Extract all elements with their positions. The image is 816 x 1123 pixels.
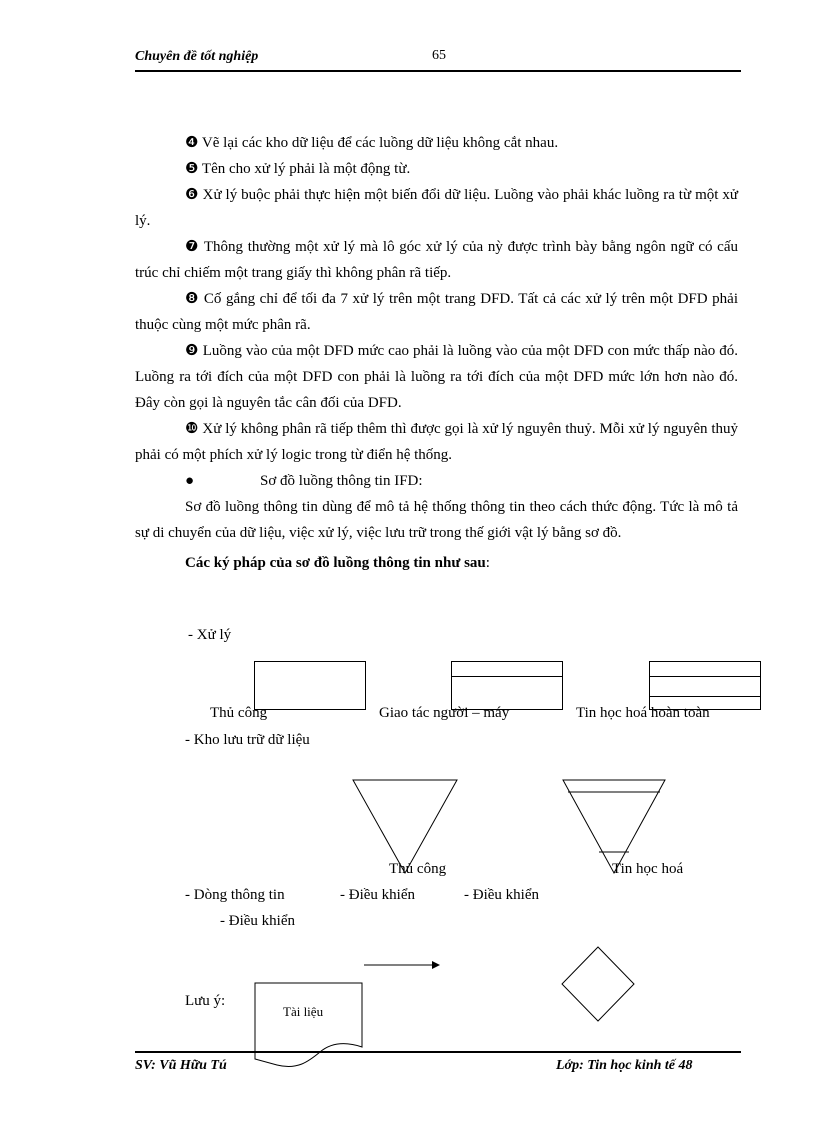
control-label-3: - Điều khiển [220, 913, 295, 929]
document-symbol [252, 980, 367, 1073]
rule-item-9: ❾ Luồng vào của một DFD mức cao phải là luồng vào của một DFD con mức thấp nào đó. Luồng ra tới đích của một DFD con phải là luồng ra tới đích của một DFD mức lớn hơn nào đó. Đây còn gọi là nguyên tắc cân đối của DFD. [135, 343, 738, 411]
notation-heading-line [135, 550, 738, 576]
rule-item-8: ❽ Cố gắng chỉ để tối đa 7 xử lý trên một trang DFD. Tất cả các xử lý trên một DFD phải thuộc cùng một mức phân rã. [135, 291, 738, 333]
page-number: 65 [432, 48, 446, 63]
footer-class: Lớp: Tin học kinh tế 48 [556, 1058, 693, 1073]
document-label: Tài liệu [283, 1004, 324, 1019]
storage-manual-label: Thủ công [389, 861, 447, 877]
rule-item-7: ❼ Thông thường một xử lý mà lô góc xử lý của nỳ được trình bày bằng ngôn ngữ có cấu trúc chỉ chiếm một trang giấy thì không phân rã tiếp. [135, 239, 738, 281]
control-diamond-symbol [558, 944, 638, 1024]
body-text [135, 130, 738, 576]
storage-label: - Kho lưu trữ dữ liệu [185, 732, 310, 748]
storage-computerized-label: Tin học hoá [612, 861, 684, 877]
control-label-1: - Điều khiển [340, 887, 415, 903]
footer-student: SV: Vũ Hữu Tú [135, 1058, 227, 1073]
header-rule [135, 70, 741, 72]
process-interactive-symbol [451, 661, 563, 710]
rule-item-5: ❺ Tên cho xử lý phải là một động từ. [185, 161, 411, 177]
bullet-heading: Sơ đồ luồng thông tin IFD: [260, 473, 423, 489]
footer-rule [135, 1051, 741, 1053]
control-label-2: - Điều khiển [464, 887, 539, 903]
bullet-item [135, 468, 738, 494]
process-automatic-label: Tin học hoá hoàn toàn [576, 705, 710, 721]
note-label: Lưu ý: [185, 993, 226, 1009]
flow-arrow-icon [362, 957, 444, 973]
rule-item-10: ❿ Xử lý không phân rã tiếp thêm thì được gọi là xử lý nguyên thuỷ. Mỗi xử lý nguyên thuỷ phải có một phích xử lý logic trong từ điển hệ thống. [135, 421, 738, 463]
process-manual-label: Thủ công [210, 705, 268, 721]
rule-item-4: ❹ Vẽ lại các kho dữ liệu để các luồng dữ liệu không cắt nhau. [185, 135, 559, 151]
notation-colon: : [485, 555, 490, 571]
bullet-dot: ● [185, 473, 195, 489]
flow-label: - Dòng thông tin [185, 887, 285, 903]
process-interactive-label: Giao tác người – máy [379, 705, 510, 721]
notation-heading: Các ký pháp của sơ đồ luồng thông tin như sau [185, 555, 486, 571]
process-label: - Xử lý [188, 627, 232, 643]
process-manual-symbol [254, 661, 366, 710]
process-automatic-symbol [649, 661, 761, 710]
ifd-description: Sơ đồ luồng thông tin dùng để mô tả hệ thống thông tin theo cách thức động. Tức là mô tả sự di chuyển của dữ liệu, việc xử lý, việc lưu trữ trong thế giới vật lý bằng sơ đồ. [135, 499, 738, 541]
header-title: Chuyên đề tốt nghiệp [135, 49, 259, 64]
rule-item-6: ❻ Xử lý buộc phải thực hiện một biến đổi dữ liệu. Luồng vào phải khác luồng ra từ một xử lý. [135, 187, 738, 229]
